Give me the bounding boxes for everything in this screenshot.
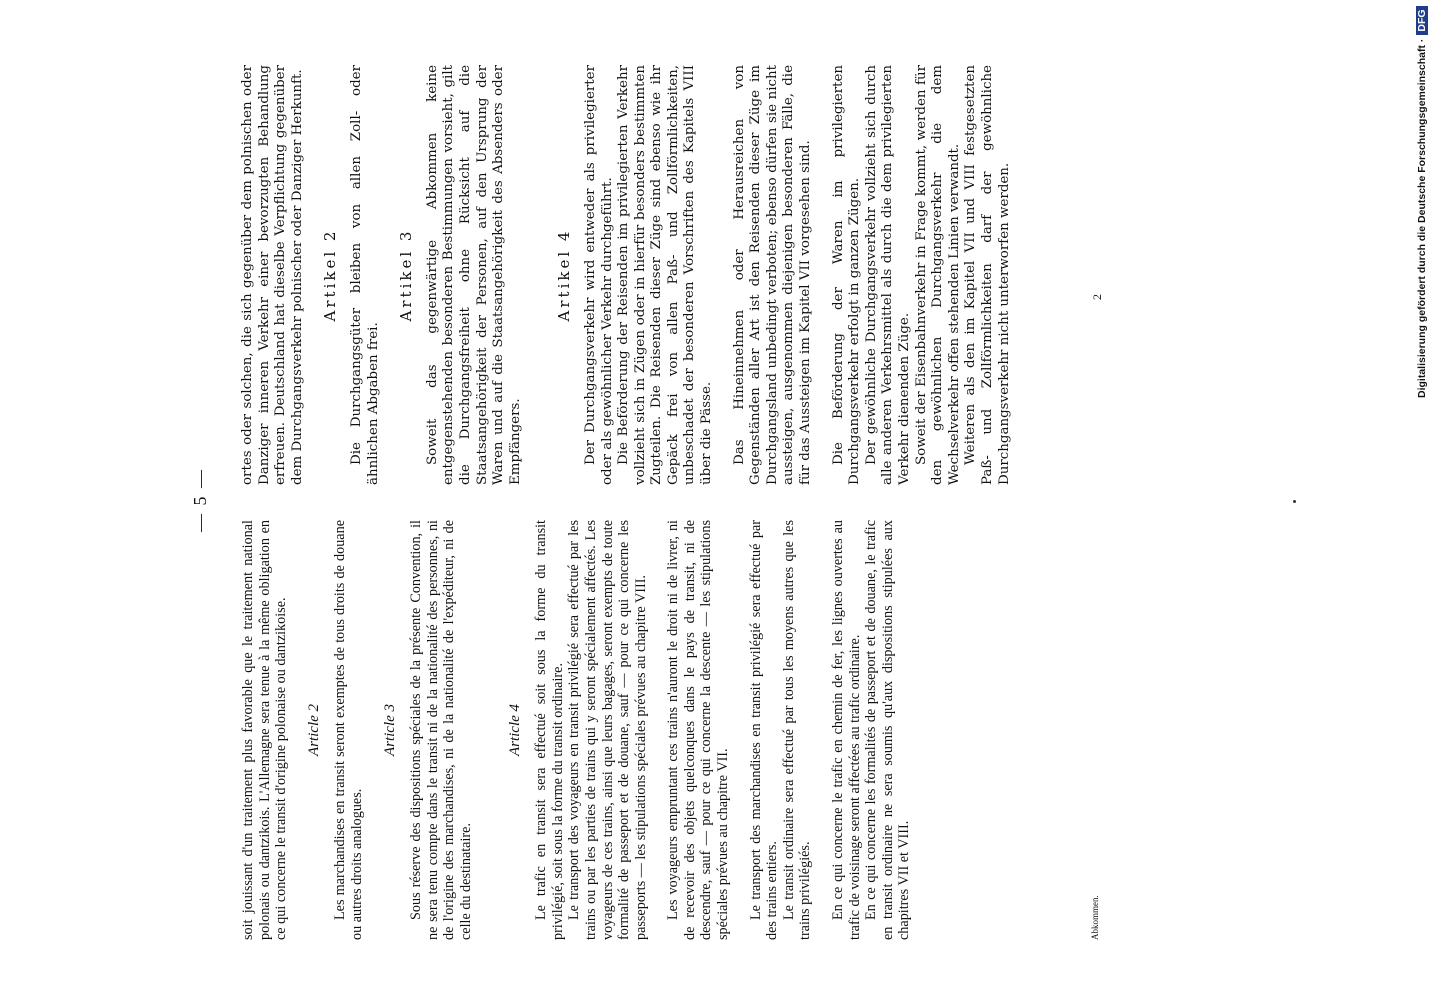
french-article-4-para-5: Le transit ordinaire sera effectué par tous les moyens autres que les trains privilégiés. <box>780 520 814 940</box>
german-article-4-para-4: Die Beförderung der Waren im privilegierten Durchgangsverkehr erfolgt in ganzen Zügen. <box>830 65 863 485</box>
credit-text: Digitalisierung gefördert durch die Deutsche Forschungsgemeinschaft · <box>1416 38 1428 398</box>
french-intro: soit jouissant d'un traitement plus favorable que le traitement national polonais ou dantzikois. L'Allemagne sera tenue à la même obligation en ce qui concerne le transit d'origine polonaise ou dantzikoise. <box>240 520 290 940</box>
french-article-2-text: Les marchandises en transit seront exemptes de tous droits de douane ou autres droits analogues. <box>332 520 365 940</box>
french-article-2-title: Article 2 <box>305 703 322 757</box>
french-article-4-para-7: En ce qui concerne les formalités de passeport et de douane, le trafic en transit ordinaire ne sera soumis qu'aux dispositions stipulées aux chapitres VII et VIII. <box>863 520 913 940</box>
german-article-4-para-2: Die Beförderung der Reisenden im privilegierten Verkehr vollzieht sich in Zügen oder in hierfür besonders bestimmten Zugteilen. Die Reisenden dieser Züge sind ebenso wie ihr Gepäck frei von allen Paß- und Zollförmlichkeiten, unbeschadet der besonderen Vorschriften des Kapitels VIII über die Pässe. <box>616 65 715 485</box>
french-column <box>240 520 913 940</box>
page-number-header: — 5 — <box>190 468 210 532</box>
scan-speck <box>1293 500 1296 503</box>
french-article-4-para-3: Les voyageurs empruntant ces trains n'auront le droit ni de livrer, ni de recevoir des objets quelconques dans le pays de transit, ni de descendre, sauf — pour ce qui concerne la descente — les stipulations spéciales prévues au chapitre VII. <box>665 520 732 940</box>
french-article-4-para-6: En ce qui concerne le trafic en chemin de fer, les lignes ouvertes au trafic de voisinage seront affectées au trafic ordinaire. <box>830 520 863 940</box>
french-article-3-text: Sous réserve des dispositions spéciales de la présente Convention, il ne sera tenu compte dans le transit ni de la nationalité des personnes, ni de l'origine des marchandises, ni de la nationalité de l'expéditeur, ni de celle du destinataire. <box>408 520 474 940</box>
rotated-page-content <box>190 60 1150 940</box>
german-article-4-para-7: Weiteren als den im Kapitel VII und VIII festgesetzten Paß- und Zollförmlichkeiten darf der gewöhnliche Durchgangsverkehr nicht unterworfen werden. <box>963 65 1012 485</box>
dfg-logo-badge: DFG <box>1416 6 1428 34</box>
german-column <box>240 65 1013 485</box>
german-article-4-para-6: Soweit der Eisenbahnverkehr in Frage kommt, werden für den gewöhnlichen Durchgangsverkehr die dem Wechselverkehr offen stehenden Linien verwandt. <box>913 65 962 485</box>
german-article-2-title: Artikel 2 <box>321 228 340 322</box>
german-article-4-para-5: Der gewöhnliche Durchgangsverkehr vollzieht sich durch alle anderen Verkehrsmittel als durch die dem privilegierten Verkehr dienenden Züge. <box>863 65 912 485</box>
footer-catchword: Abkommen. <box>1090 895 1100 940</box>
german-article-4-title: Artikel 4 <box>555 228 574 322</box>
scanned-page <box>190 60 1190 940</box>
german-intro: ortes oder solchen, die sich gegenüber dem polnischen oder Danziger inneren Verkehr einer bevorzugten Behandlung erfreuen. Deutschland hat dieselbe Verpflichtung gegenüber dem Durchgangsverkehr polnischer oder Danziger Herkunft. <box>240 65 305 485</box>
signature-mark: 2 <box>1090 294 1104 300</box>
french-article-4-title: Article 4 <box>506 703 523 757</box>
german-article-3-title: Artikel 3 <box>397 228 416 322</box>
french-article-3-title: Article 3 <box>381 703 398 757</box>
german-article-4-para-1: Der Durchgangsverkehr wird entweder als privilegierter oder als gewöhnlicher Verkehr durchgeführt. <box>582 65 615 485</box>
german-article-3-text: Soweit das gegenwärtige Abkommen keine entgegenstehenden besonderen Bestimmungen vorsieht, gilt die Durchgangsfreiheit ohne Rücksicht auf die Staatsangehörigkeit der Personen, auf den Ursprung der Waren und auf die Staatsangehörigkeit des Absenders oder Empfängers. <box>424 65 523 485</box>
french-article-4-para-1: Le trafic en transit sera effectué soit sous la forme du transit privilégié, soit sous la forme du transit ordinaire. <box>533 520 566 940</box>
french-article-4-para-4: Le transport des marchandises en transit privilégié sera effectué par des trains entiers. <box>747 520 781 940</box>
german-article-2-text: Die Durchgangsgüter bleiben von allen Zoll- oder ähnlichen Abgaben frei. <box>348 65 381 485</box>
digitization-credit <box>1412 8 1432 398</box>
french-article-4-para-2: Le transport des voyageurs en transit privilégié sera effectué par les trains ou par les parties de trains qui y seront spécialement affectés. Les voyageurs de ces trains, ainsi que leurs bagages, seront exempts de toute formalité de passeport et de douane, sauf — pour ce qui concerne les passeports — les stipulations spéciales prévues au chapitre VIII. <box>566 520 649 940</box>
german-article-4-para-3: Das Hineinnehmen oder Herausreichen von Gegenständen aller Art ist den Reisenden dieser Züge im Durchgangsland unbedingt verboten; ebenso dürfen sie nicht aussteigen, ausgenommen diejenigen besonderen Fälle, die für das Aussteigen im Kapitel VII vorgesehen sind. <box>731 65 814 485</box>
